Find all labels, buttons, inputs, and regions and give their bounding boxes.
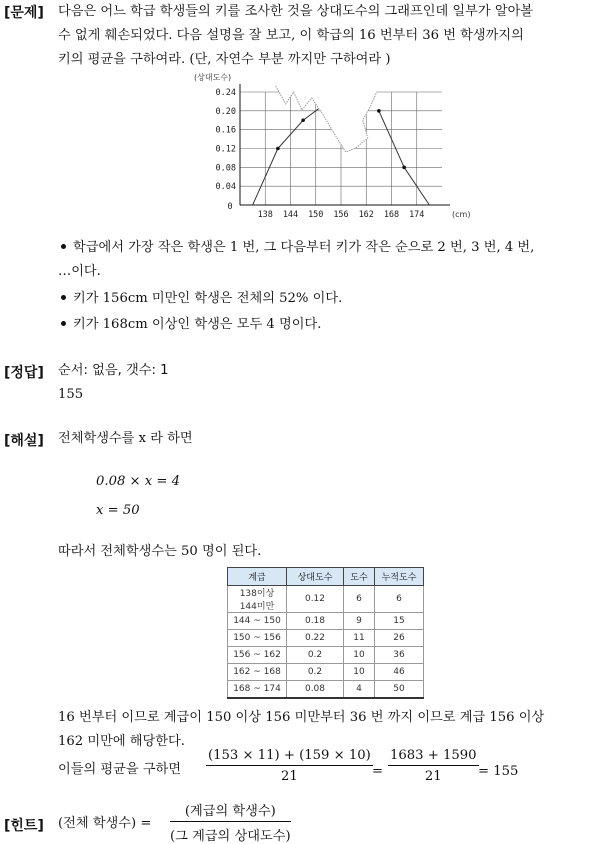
x-tick-label: 144 <box>282 210 299 220</box>
hint-lhs: (전체 학생수) = <box>58 816 152 831</box>
table-row <box>228 613 424 630</box>
solution-label: [해설] <box>4 433 44 449</box>
mean-intro: 이들의 평균을 구하면 <box>58 762 182 777</box>
fraction-1-numerator: (153 × 11) + (159 × 10) <box>206 748 373 766</box>
y-tick-label: 0.08 <box>215 163 236 174</box>
damaged-region <box>276 72 377 152</box>
table-cell: 46 <box>375 664 424 681</box>
bullet-3: 키가 168cm 이상인 학생은 모두 4 명이다. <box>58 313 321 337</box>
data-point <box>402 166 406 170</box>
damage-mask <box>276 72 377 152</box>
table-cell: 138이상 144미만 <box>228 586 287 613</box>
fraction-2-numerator: 1683 + 1590 <box>388 748 479 766</box>
y-tick-label: 0.16 <box>215 125 236 136</box>
table-cell: 10 <box>344 664 375 681</box>
x-tick-label: 174 <box>409 210 425 220</box>
x-axis-label: (cm) <box>452 210 471 219</box>
y-axis-label: (상대도수) <box>194 73 232 82</box>
mean-result: = 155 <box>478 764 519 779</box>
table-cell: 6 <box>344 586 375 613</box>
table-cell: 26 <box>375 630 424 647</box>
solution-line-b: 162 미만에 해당한다. <box>58 734 185 749</box>
table-row <box>228 586 424 613</box>
table-header: 도수 <box>344 568 375 586</box>
problem-line-1: 다음은 어느 학급 학생들의 키를 조사한 것을 상대도수의 그래프인데 일부가 알아볼 <box>58 4 534 19</box>
table-cell: 0.2 <box>287 647 344 664</box>
solution-conclusion: 따라서 전체학생수는 50 명이 된다. <box>58 544 262 559</box>
table-cell: 168 ~ 174 <box>228 681 287 699</box>
table-cell: 0.18 <box>287 613 344 630</box>
fraction-1-denominator: 21 <box>281 769 298 784</box>
table-header: 누적도수 <box>375 568 424 586</box>
y-tick-label: 0.24 <box>215 88 236 98</box>
x-tick-label: 168 <box>383 210 400 220</box>
y-tick-label: 0.04 <box>215 182 236 193</box>
y-tick-label: 0.20 <box>215 106 236 117</box>
table-cell: 0.2 <box>287 664 344 681</box>
table-cell: 15 <box>375 613 424 630</box>
table-row <box>228 664 424 681</box>
hint-denominator: (그 계급의 상대도수) <box>170 829 291 844</box>
table-row <box>228 630 424 647</box>
problem-line-3: 키의 평균을 구하여라. (단, 자연수 부분 까지만 구하여라 ) <box>58 52 391 67</box>
origin-label: 0 <box>227 202 233 212</box>
table-cell: 50 <box>375 681 424 699</box>
hint-numerator: (계급의 학생수) <box>170 800 291 822</box>
table-cell: 36 <box>375 647 424 664</box>
bullet-1-cont: …이다. <box>58 264 101 279</box>
x-tick-label: 138 <box>257 210 273 220</box>
table-row <box>228 681 424 699</box>
answer-value: 155 <box>58 387 84 402</box>
solution-line-a: 16 번부터 이므로 계급이 150 이상 156 미만부터 36 번 까지 이므로 계급 156 이상 <box>58 710 545 725</box>
table-cell: 150 ~ 156 <box>228 630 287 647</box>
y-tick-label: 0.12 <box>215 144 236 155</box>
solution-intro: 전체학생수를 x 라 하면 <box>58 431 193 446</box>
answer-meta: 순서: 없음, 갯수: 1 <box>58 363 169 378</box>
equation-2: x = 50 <box>96 503 140 518</box>
table-cell: 0.08 <box>287 681 344 699</box>
hint-fraction <box>170 800 291 844</box>
equals-sign: = <box>372 764 384 779</box>
fraction-1 <box>206 748 373 784</box>
x-tick-label: 156 <box>333 210 349 220</box>
table-cell: 0.22 <box>287 630 344 647</box>
frequency-table <box>227 567 424 699</box>
bullet-2: 키가 156cm 미만인 학생은 전체의 52% 이다. <box>58 287 342 311</box>
data-point <box>276 147 280 151</box>
hint-label: [힌트] <box>4 818 44 834</box>
table-cell: 0.12 <box>287 586 344 613</box>
equation-1: 0.08 × x = 4 <box>96 474 181 489</box>
table-cell: 11 <box>344 630 375 647</box>
table-header: 상대도수 <box>287 568 344 586</box>
x-tick-label: 162 <box>358 210 374 220</box>
table-header: 계급 <box>228 568 287 586</box>
problem-label: [문제] <box>4 5 44 21</box>
fraction-2 <box>388 748 479 784</box>
table-row <box>228 647 424 664</box>
data-point <box>301 118 305 122</box>
bullet-1: 학급에서 가장 작은 학생은 1 번, 그 다음부터 키가 작은 순으로 2 번, 3 번, 4 번, <box>58 236 534 260</box>
table-cell: 10 <box>344 647 375 664</box>
table-cell: 144 ~ 150 <box>228 613 287 630</box>
table-cell: 4 <box>344 681 375 699</box>
table-cell: 156 ~ 162 <box>228 647 287 664</box>
relative-frequency-chart <box>190 72 490 222</box>
x-tick-label: 150 <box>308 210 324 220</box>
answer-label: [정답] <box>4 365 44 381</box>
table-cell: 162 ~ 168 <box>228 664 287 681</box>
table-cell: 6 <box>375 586 424 613</box>
table-cell: 9 <box>344 613 375 630</box>
data-point <box>377 109 381 113</box>
problem-line-2: 수 없게 훼손되었다. 다음 설명을 잘 보고, 이 학급의 16 번부터 36 번 학생까지의 <box>58 28 524 43</box>
fraction-2-denominator: 21 <box>424 769 442 784</box>
